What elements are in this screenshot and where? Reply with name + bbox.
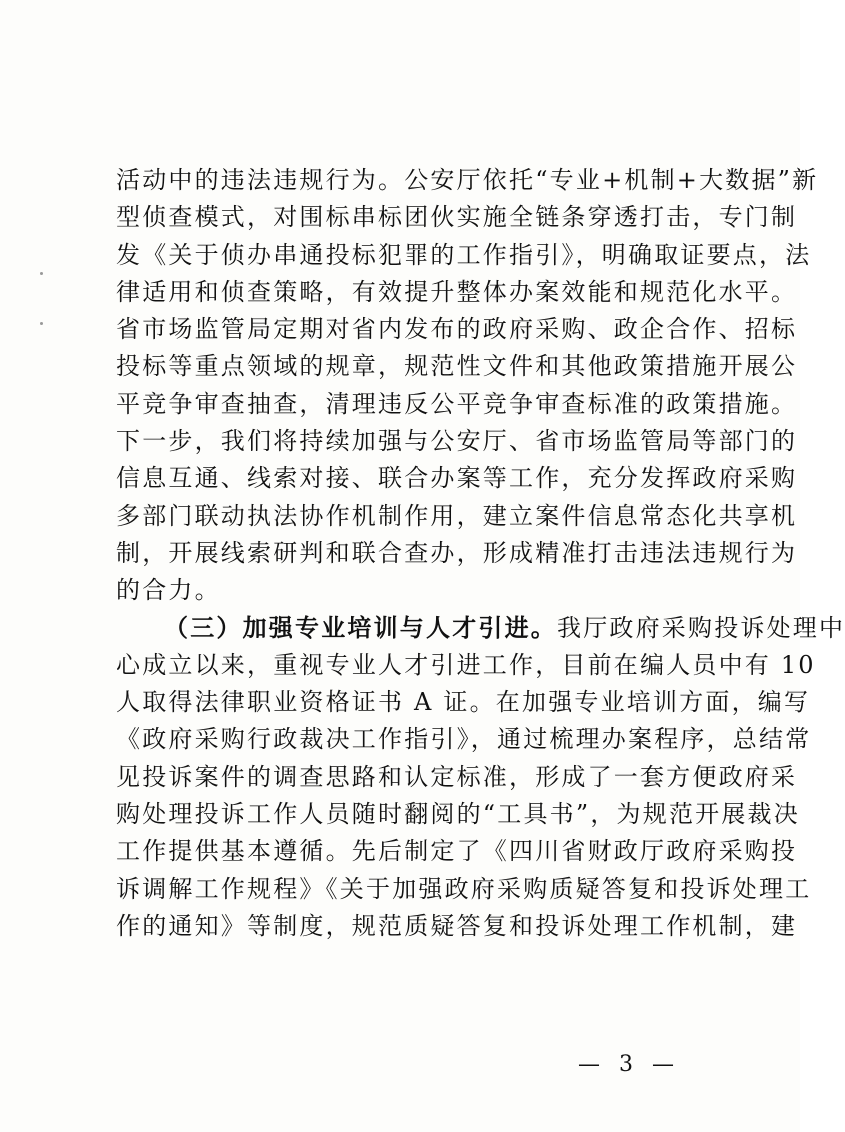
text-line: 型侦查模式，对围标串标团伙实施全链条穿透打击，专门制 <box>116 203 798 232</box>
section-3-heading: （三）加强专业培训与人才引进。 <box>164 613 557 642</box>
text-line: 信息互通、线索对接、联合办案等工作，充分发挥政府采购 <box>116 464 798 493</box>
section-3-first-line-text: 我厅政府采购投诉处理中 <box>557 613 845 642</box>
text-line: 下一步，我们将持续加强与公安厅、省市场监管局等部门的 <box>116 427 798 456</box>
text-line: 活动中的违法违规行为。公安厅依托“专业+机制+大数据”新 <box>116 166 819 194</box>
text-line: 投标等重点领域的规章，规范性文件和其他政策措施开展公 <box>116 352 798 381</box>
document-body <box>116 162 845 945</box>
text-line: 平竞争审查抽查，清理违反公平竞争审查标准的政策措施。 <box>116 389 798 418</box>
scan-dot <box>40 322 43 325</box>
text-line: 购处理投诉工作人员随时翻阅的“工具书”，为规范开展裁决 <box>116 800 800 829</box>
text-line: 作的通知》等制度，规范质疑答复和投诉处理工作机制，建 <box>116 911 798 940</box>
text-line: 心成立以来，重视专业人才引进工作，目前在编人员中有 10 <box>116 650 816 679</box>
text-line: 律适用和侦查策略，有效提升整体办案效能和规范化水平。 <box>116 277 798 306</box>
text-line: 省市场监管局定期对省内发布的政府采购、政企合作、招标 <box>116 315 798 344</box>
text-line: 制，开展线索研判和联合查办，形成精准打击违法违规行为 <box>116 538 798 567</box>
text-line: 多部门联动执法协作机制作用，建立案件信息常态化共享机 <box>116 501 798 530</box>
text-line: 的合力。 <box>116 576 221 605</box>
page-number: — 3 — <box>578 1052 680 1077</box>
text-line: 人取得法律职业资格证书 A 证。在加强专业培训方面，编写 <box>116 688 811 717</box>
text-line: 见投诉案件的调查思路和认定标准，形成了一套方便政府采 <box>116 762 798 791</box>
scan-dot <box>40 272 43 275</box>
text-line: 发《关于侦办串通投标犯罪的工作指引》，明确取证要点，法 <box>116 240 812 269</box>
text-line: 诉调解工作规程》《关于加强政府采购质疑答复和投诉处理工 <box>116 874 812 903</box>
text-line: 工作提供基本遵循。先后制定了《四川省财政厅政府采购投 <box>116 837 798 866</box>
text-line: 《政府采购行政裁决工作指引》，通过梳理办案程序，总结常 <box>116 725 812 754</box>
section-3-first-line <box>116 610 845 647</box>
